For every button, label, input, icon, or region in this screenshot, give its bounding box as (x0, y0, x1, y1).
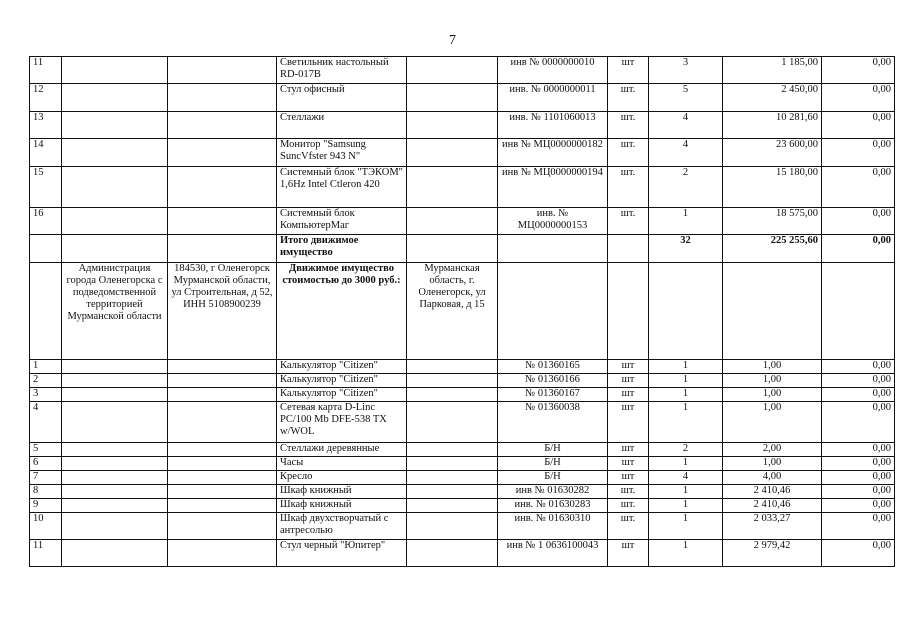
row-quantity: 3 (649, 57, 723, 84)
row-cost: 2 979,42 (723, 540, 822, 567)
table-row (30, 485, 895, 499)
row-unit: шт (608, 374, 649, 388)
row-cost: 1,00 (723, 457, 822, 471)
total-empty-inv (498, 235, 608, 263)
row-quantity: 1 (649, 360, 723, 374)
total-empty-owner (62, 235, 168, 263)
row-inventory-number: инв. № МЦ0000000153 (498, 208, 608, 235)
row-inventory-number: инв № 0000000010 (498, 57, 608, 84)
row-residual: 0,00 (822, 471, 895, 485)
row-empty-owner (62, 360, 168, 374)
row-item-name: Калькулятор "Citizen" (277, 374, 407, 388)
row-cost: 1,00 (723, 374, 822, 388)
row-item-name: Системный блок "ТЭКОМ" 1,6Hz Intel Ctleron 420 (277, 167, 407, 208)
row-unit: шт (608, 402, 649, 443)
row-empty-location (407, 499, 498, 513)
row-inventory-number: инв. № 01630283 (498, 499, 608, 513)
row-item-name: Калькулятор "Citizen" (277, 388, 407, 402)
table-row (30, 374, 895, 388)
row-inventory-number: инв № МЦ0000000182 (498, 139, 608, 167)
table-row (30, 499, 895, 513)
row-unit: шт (608, 443, 649, 457)
row-cost: 2 033,27 (723, 513, 822, 540)
row-cost: 2,00 (723, 443, 822, 457)
table-row (30, 388, 895, 402)
row-empty-owner (62, 443, 168, 457)
total-empty-location (407, 235, 498, 263)
row-number: 16 (30, 208, 62, 235)
row-number: 1 (30, 360, 62, 374)
row-number: 7 (30, 471, 62, 485)
table-row (30, 443, 895, 457)
row-cost: 2 450,00 (723, 84, 822, 112)
section-header-row (30, 263, 895, 360)
total-residual: 0,00 (822, 235, 895, 263)
row-residual: 0,00 (822, 112, 895, 139)
row-inventory-number: № 01360167 (498, 388, 608, 402)
row-cost: 18 575,00 (723, 208, 822, 235)
row-quantity: 1 (649, 540, 723, 567)
row-empty-owner (62, 499, 168, 513)
row-residual: 0,00 (822, 57, 895, 84)
inventory-table (29, 56, 895, 567)
row-empty-address (168, 513, 277, 540)
row-empty-address (168, 402, 277, 443)
row-empty-address (168, 388, 277, 402)
row-item-name: Часы (277, 457, 407, 471)
row-inventory-number: инв № МЦ0000000194 (498, 167, 608, 208)
row-quantity: 4 (649, 112, 723, 139)
row-empty-location (407, 374, 498, 388)
table-row (30, 57, 895, 84)
row-inventory-number: инв. № 01630310 (498, 513, 608, 540)
row-cost: 10 281,60 (723, 112, 822, 139)
row-number: 11 (30, 57, 62, 84)
row-unit: шт. (608, 112, 649, 139)
row-item-name: Стул офисный (277, 84, 407, 112)
total-qty: 32 (649, 235, 723, 263)
row-item-name: Шкаф книжный (277, 499, 407, 513)
row-empty-owner (62, 208, 168, 235)
row-empty-owner (62, 471, 168, 485)
row-item-name: Стеллажи деревянные (277, 443, 407, 457)
table-row (30, 360, 895, 374)
row-empty-location (407, 471, 498, 485)
row-empty-location (407, 112, 498, 139)
row-residual: 0,00 (822, 208, 895, 235)
row-empty-location (407, 139, 498, 167)
row-number: 13 (30, 112, 62, 139)
table-row (30, 139, 895, 167)
row-empty-owner (62, 167, 168, 208)
row-number: 15 (30, 167, 62, 208)
row-empty-location (407, 513, 498, 540)
section-empty-residual (822, 263, 895, 360)
section-location: Мурманская область, г. Оленегорск, ул Парковая, д 15 (407, 263, 498, 360)
row-inventory-number: № 01360165 (498, 360, 608, 374)
total-empty-address (168, 235, 277, 263)
row-residual: 0,00 (822, 402, 895, 443)
row-number: 11 (30, 540, 62, 567)
row-inventory-number: Б/Н (498, 443, 608, 457)
total-row (30, 235, 895, 263)
row-cost: 2 410,46 (723, 499, 822, 513)
table-row (30, 84, 895, 112)
row-residual: 0,00 (822, 499, 895, 513)
table-body-bottom (30, 360, 895, 567)
table-row (30, 513, 895, 540)
row-empty-address (168, 499, 277, 513)
row-empty-location (407, 167, 498, 208)
row-empty-owner (62, 388, 168, 402)
row-empty-owner (62, 84, 168, 112)
row-residual: 0,00 (822, 167, 895, 208)
row-quantity: 1 (649, 208, 723, 235)
row-number: 8 (30, 485, 62, 499)
row-item-name: Монитор "Samsung SuncVfster 943 N" (277, 139, 407, 167)
page-number: 7 (449, 33, 456, 48)
row-item-name: Стул черный "Юпитер" (277, 540, 407, 567)
row-cost: 1,00 (723, 388, 822, 402)
row-quantity: 1 (649, 388, 723, 402)
row-empty-address (168, 208, 277, 235)
section-title: Движимое имущество стоимостью до 3000 руб.: (277, 263, 407, 360)
row-empty-location (407, 457, 498, 471)
row-empty-owner (62, 485, 168, 499)
row-empty-address (168, 443, 277, 457)
total-label: Итого движимое имущество (277, 235, 407, 263)
row-empty-address (168, 57, 277, 84)
row-unit: шт (608, 388, 649, 402)
table-row (30, 471, 895, 485)
row-residual: 0,00 (822, 139, 895, 167)
total-cost: 225 255,60 (723, 235, 822, 263)
row-empty-owner (62, 513, 168, 540)
row-number: 5 (30, 443, 62, 457)
row-empty-location (407, 540, 498, 567)
row-number: 4 (30, 402, 62, 443)
row-cost: 1 185,00 (723, 57, 822, 84)
section-empty-qty (649, 263, 723, 360)
row-empty-address (168, 112, 277, 139)
row-cost: 4,00 (723, 471, 822, 485)
row-inventory-number: Б/Н (498, 471, 608, 485)
row-unit: шт. (608, 208, 649, 235)
row-residual: 0,00 (822, 84, 895, 112)
row-residual: 0,00 (822, 485, 895, 499)
row-quantity: 1 (649, 402, 723, 443)
row-empty-owner (62, 139, 168, 167)
row-empty-location (407, 402, 498, 443)
row-inventory-number: № 01360038 (498, 402, 608, 443)
row-residual: 0,00 (822, 457, 895, 471)
row-inventory-number: № 01360166 (498, 374, 608, 388)
row-number: 10 (30, 513, 62, 540)
row-quantity: 2 (649, 167, 723, 208)
row-number: 2 (30, 374, 62, 388)
row-unit: шт (608, 540, 649, 567)
row-quantity: 1 (649, 485, 723, 499)
row-empty-address (168, 457, 277, 471)
row-item-name: Калькулятор "Citizen" (277, 360, 407, 374)
row-empty-owner (62, 112, 168, 139)
row-quantity: 5 (649, 84, 723, 112)
row-unit: шт. (608, 485, 649, 499)
row-empty-location (407, 388, 498, 402)
row-unit: шт. (608, 139, 649, 167)
row-quantity: 2 (649, 443, 723, 457)
row-empty-owner (62, 540, 168, 567)
row-empty-address (168, 374, 277, 388)
section-empty-no (30, 263, 62, 360)
row-empty-address (168, 84, 277, 112)
row-number: 12 (30, 84, 62, 112)
table-body-top (30, 57, 895, 235)
table-row (30, 402, 895, 443)
row-empty-address (168, 360, 277, 374)
row-item-name: Системный блок КомпьютерМаг (277, 208, 407, 235)
row-item-name: Кресло (277, 471, 407, 485)
row-residual: 0,00 (822, 388, 895, 402)
row-inventory-number: Б/Н (498, 457, 608, 471)
row-residual: 0,00 (822, 360, 895, 374)
total-empty-unit (608, 235, 649, 263)
row-unit: шт (608, 360, 649, 374)
row-empty-address (168, 485, 277, 499)
row-quantity: 4 (649, 471, 723, 485)
row-unit: шт (608, 471, 649, 485)
row-quantity: 1 (649, 499, 723, 513)
row-number: 6 (30, 457, 62, 471)
row-empty-owner (62, 457, 168, 471)
row-number: 14 (30, 139, 62, 167)
row-residual: 0,00 (822, 443, 895, 457)
section-empty-inv (498, 263, 608, 360)
row-unit: шт. (608, 167, 649, 208)
row-quantity: 4 (649, 139, 723, 167)
row-empty-owner (62, 402, 168, 443)
row-empty-location (407, 57, 498, 84)
row-unit: шт. (608, 513, 649, 540)
row-cost: 15 180,00 (723, 167, 822, 208)
row-quantity: 1 (649, 374, 723, 388)
row-unit: шт (608, 457, 649, 471)
row-residual: 0,00 (822, 374, 895, 388)
row-inventory-number: инв. № 1101060013 (498, 112, 608, 139)
row-unit: шт. (608, 499, 649, 513)
row-empty-location (407, 360, 498, 374)
section-address-inn: 184530, г Оленегорск Мурманской области, ул Строительная, д 52, ИНН 5108900239 (168, 263, 277, 360)
table-row (30, 208, 895, 235)
row-number: 3 (30, 388, 62, 402)
row-item-name: Шкаф двухстворчатый с антресолью (277, 513, 407, 540)
row-empty-owner (62, 374, 168, 388)
table-row (30, 112, 895, 139)
row-empty-location (407, 485, 498, 499)
row-item-name: Светильник настольный RD-017B (277, 57, 407, 84)
table-total (30, 235, 895, 263)
row-inventory-number: инв. № 0000000011 (498, 84, 608, 112)
row-empty-address (168, 540, 277, 567)
row-number: 9 (30, 499, 62, 513)
row-item-name: Стеллажи (277, 112, 407, 139)
row-cost: 1,00 (723, 402, 822, 443)
section-owner: Администрация города Оленегорска с подведомственной территорией Мурманской области (62, 263, 168, 360)
row-inventory-number: инв № 01630282 (498, 485, 608, 499)
row-empty-address (168, 167, 277, 208)
row-item-name: Шкаф книжный (277, 485, 407, 499)
section-empty-unit (608, 263, 649, 360)
row-empty-owner (62, 57, 168, 84)
table-row (30, 457, 895, 471)
row-empty-location (407, 443, 498, 457)
row-unit: шт. (608, 84, 649, 112)
row-empty-location (407, 208, 498, 235)
row-cost: 23 600,00 (723, 139, 822, 167)
section-empty-cost (723, 263, 822, 360)
row-residual: 0,00 (822, 513, 895, 540)
row-residual: 0,00 (822, 540, 895, 567)
row-empty-address (168, 471, 277, 485)
row-cost: 2 410,46 (723, 485, 822, 499)
row-item-name: Сетевая карта D-Linc PC/100 Mb DFE-538 TX w/WOL (277, 402, 407, 443)
table-section (30, 263, 895, 360)
total-empty-no (30, 235, 62, 263)
row-quantity: 1 (649, 457, 723, 471)
row-cost: 1,00 (723, 360, 822, 374)
row-inventory-number: инв № 1 0636100043 (498, 540, 608, 567)
table-row (30, 540, 895, 567)
row-empty-location (407, 84, 498, 112)
table-row (30, 167, 895, 208)
row-empty-address (168, 139, 277, 167)
row-unit: шт (608, 57, 649, 84)
row-quantity: 1 (649, 513, 723, 540)
